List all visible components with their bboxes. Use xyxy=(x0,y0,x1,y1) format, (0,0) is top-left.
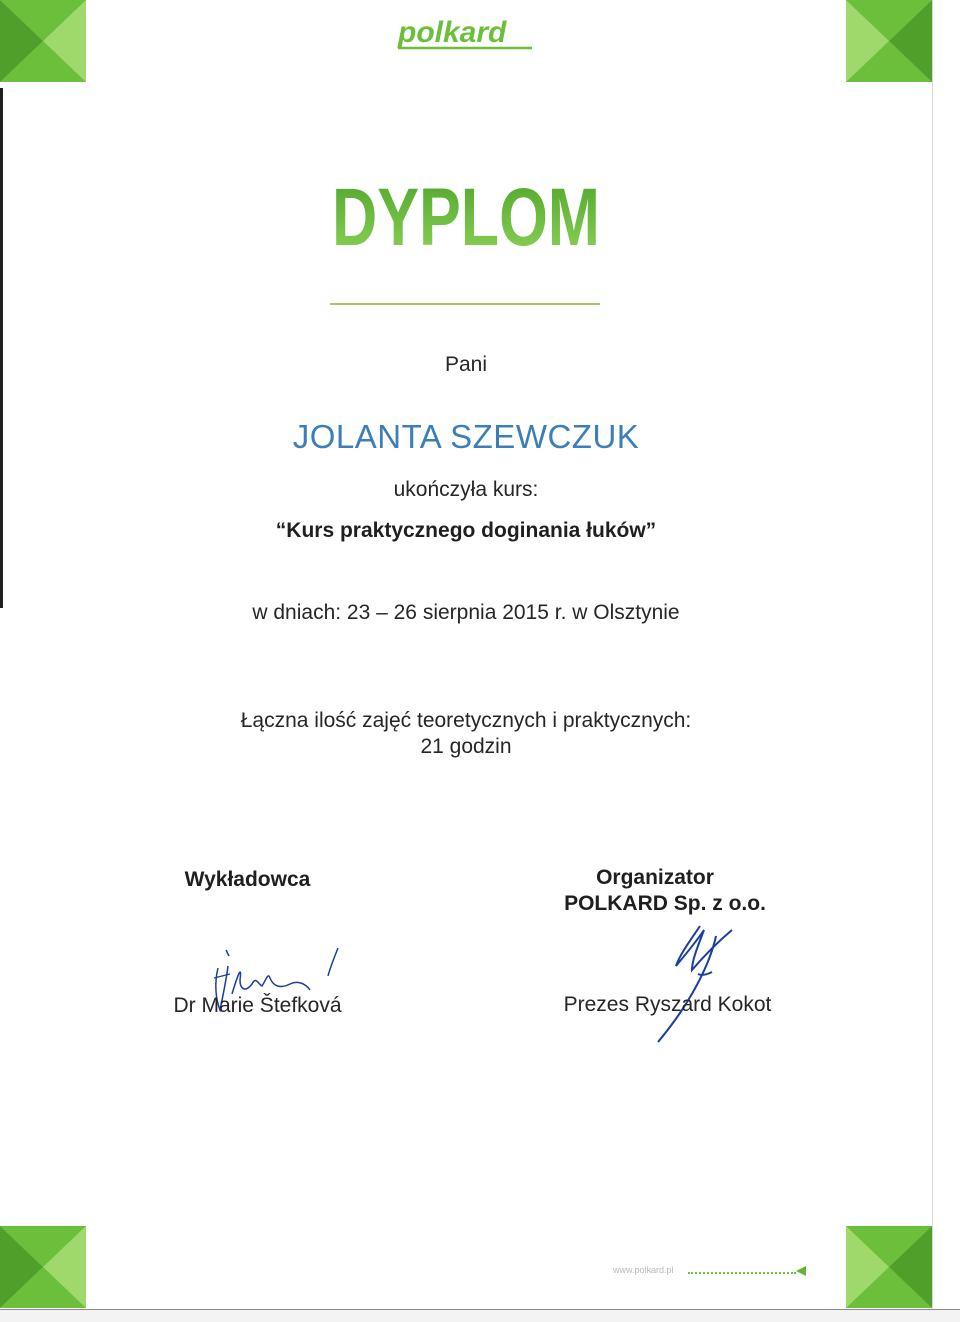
corner-decoration-top-left xyxy=(0,0,86,82)
organizer-signature xyxy=(646,918,746,1046)
triangle-corner-icon xyxy=(0,1226,86,1308)
corner-decoration-top-right xyxy=(846,0,932,82)
hours-value: 21 godzin xyxy=(420,735,512,758)
organizer-company: POLKARD Sp. z o.o. xyxy=(564,892,766,915)
lecturer-name: Dr Marie Štefková xyxy=(173,994,342,1017)
triangle-corner-icon xyxy=(846,0,932,82)
lecturer-title: Wykładowca xyxy=(184,868,311,891)
completed-text: ukończyła kurs: xyxy=(393,478,539,501)
corner-decoration-bottom-left xyxy=(0,1226,86,1308)
triangle-corner-icon xyxy=(846,1226,932,1308)
corner-decoration-bottom-right xyxy=(846,1226,932,1308)
hours-label: Łączna ilość zajęć teoretycznych i praktycznych: xyxy=(240,709,692,732)
title-divider xyxy=(330,303,600,305)
dotted-line xyxy=(688,1272,796,1274)
salutation: Pani xyxy=(444,353,488,376)
arrow-left-icon xyxy=(796,1266,806,1276)
course-name: “Kurs praktycznego doginania łuków” xyxy=(275,519,657,542)
polkard-logo xyxy=(392,12,540,56)
page-edge-bottom xyxy=(0,1309,960,1322)
organizer-title: Organizator xyxy=(596,866,714,889)
logo-text: polkard xyxy=(398,16,507,49)
triangle-corner-icon xyxy=(0,0,86,82)
organizer-name: Prezes Ryszard Kokot xyxy=(563,993,772,1016)
page-edge xyxy=(932,0,961,1321)
title-text: DYPLOM xyxy=(332,172,600,263)
diploma-title xyxy=(0,168,932,263)
website-link[interactable]: www.polkard.pl xyxy=(613,1265,674,1275)
course-dates: w dniach: 23 – 26 sierpnia 2015 r. w Olsztynie xyxy=(252,601,680,624)
recipient-name: JOLANTA SZEWCZUK xyxy=(292,418,640,455)
